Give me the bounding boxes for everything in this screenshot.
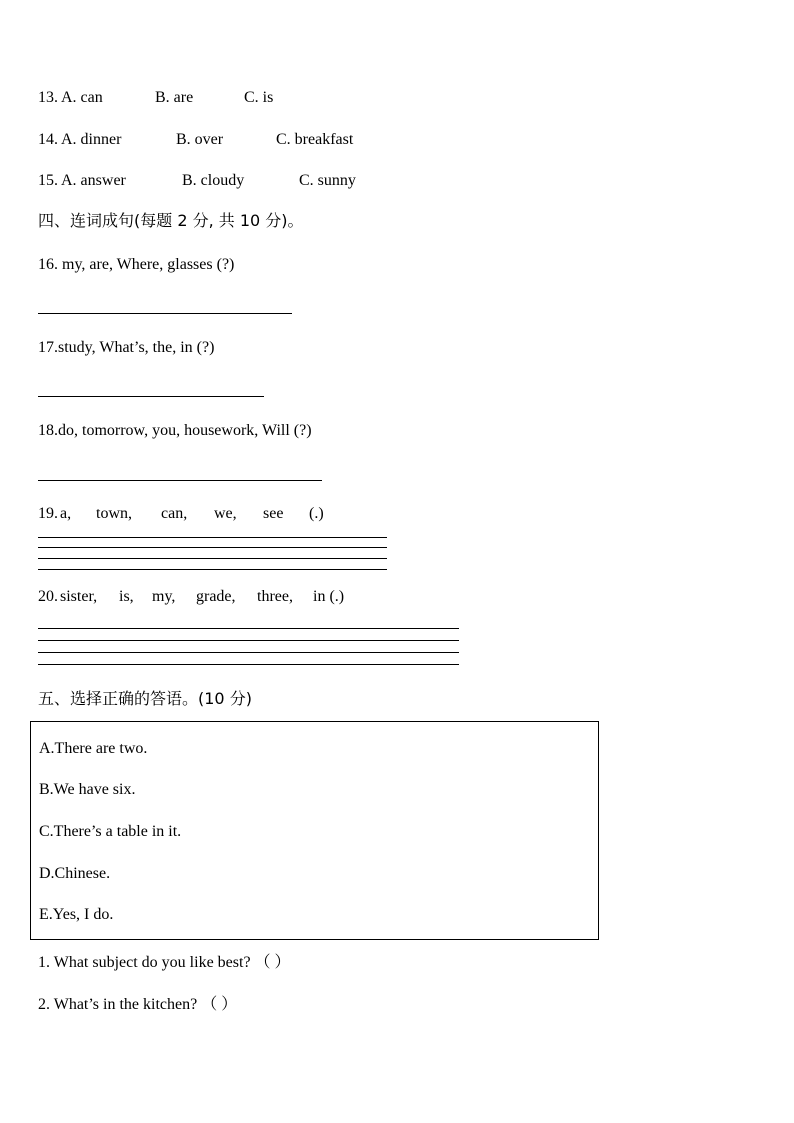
question-14-number: 14. (38, 131, 58, 148)
question-18: 18.do, tomorrow, you, housework, Will (?) (38, 422, 312, 439)
section-5-title: 五、选择正确的答语。(10 分) (38, 689, 252, 708)
answer-line[interactable] (38, 313, 292, 314)
question-20-number: 20. (38, 588, 58, 605)
question-14-option-c: C. breakfast (276, 131, 354, 148)
answer-options-box (30, 721, 599, 940)
question-13-option-b: B. are (155, 89, 194, 106)
question-13-number: 13. (38, 89, 58, 106)
answer-option-a: A.There are two. (39, 740, 148, 757)
answer-option-b: B.We have six. (39, 781, 136, 798)
answer-line[interactable] (38, 558, 387, 559)
question-19-number: 19. (38, 505, 58, 522)
question-15-number: 15. (38, 172, 58, 189)
section-4-title: 四、连词成句(每题 2 分, 共 10 分)。 (38, 211, 304, 230)
word: my, (152, 588, 176, 605)
word: town, (96, 505, 132, 522)
answer-line[interactable] (38, 569, 387, 570)
question-15-option-b: B. cloudy (182, 172, 245, 189)
question-15-option-a: A. answer (61, 172, 126, 189)
question-14-option-a: A. dinner (61, 131, 122, 148)
word: a, (60, 505, 72, 522)
answer-line[interactable] (38, 537, 387, 538)
word: we, (214, 505, 237, 522)
word: can, (161, 505, 188, 522)
answer-line[interactable] (38, 652, 459, 653)
word: in (.) (313, 588, 345, 605)
word: sister, (60, 588, 98, 605)
word: is, (119, 588, 134, 605)
word: (.) (309, 505, 324, 522)
answer-line[interactable] (38, 640, 459, 641)
question-13-option-c: C. is (244, 89, 274, 106)
question-16: 16. my, are, Where, glasses (?) (38, 256, 235, 273)
answer-option-d: D.Chinese. (39, 865, 111, 882)
question-14-option-b: B. over (176, 131, 224, 148)
question-17: 17.study, What’s, the, in (?) (38, 339, 215, 356)
answer-option-e: E.Yes, I do. (39, 906, 114, 923)
word: see (263, 505, 284, 522)
answer-line[interactable] (38, 664, 459, 665)
answer-option-c: C.There’s a table in it. (39, 823, 182, 840)
answer-line[interactable] (38, 396, 264, 397)
question-13-option-a: A. can (61, 89, 103, 106)
question-15-option-c: C. sunny (299, 172, 356, 189)
question-2: 2. What’s in the kitchen? （ ） (38, 996, 238, 1013)
answer-line[interactable] (38, 480, 322, 481)
answer-line[interactable] (38, 547, 387, 548)
answer-line[interactable] (38, 628, 459, 629)
word: grade, (196, 588, 236, 605)
word: three, (257, 588, 293, 605)
question-1: 1. What subject do you like best? （ ） (38, 954, 291, 971)
